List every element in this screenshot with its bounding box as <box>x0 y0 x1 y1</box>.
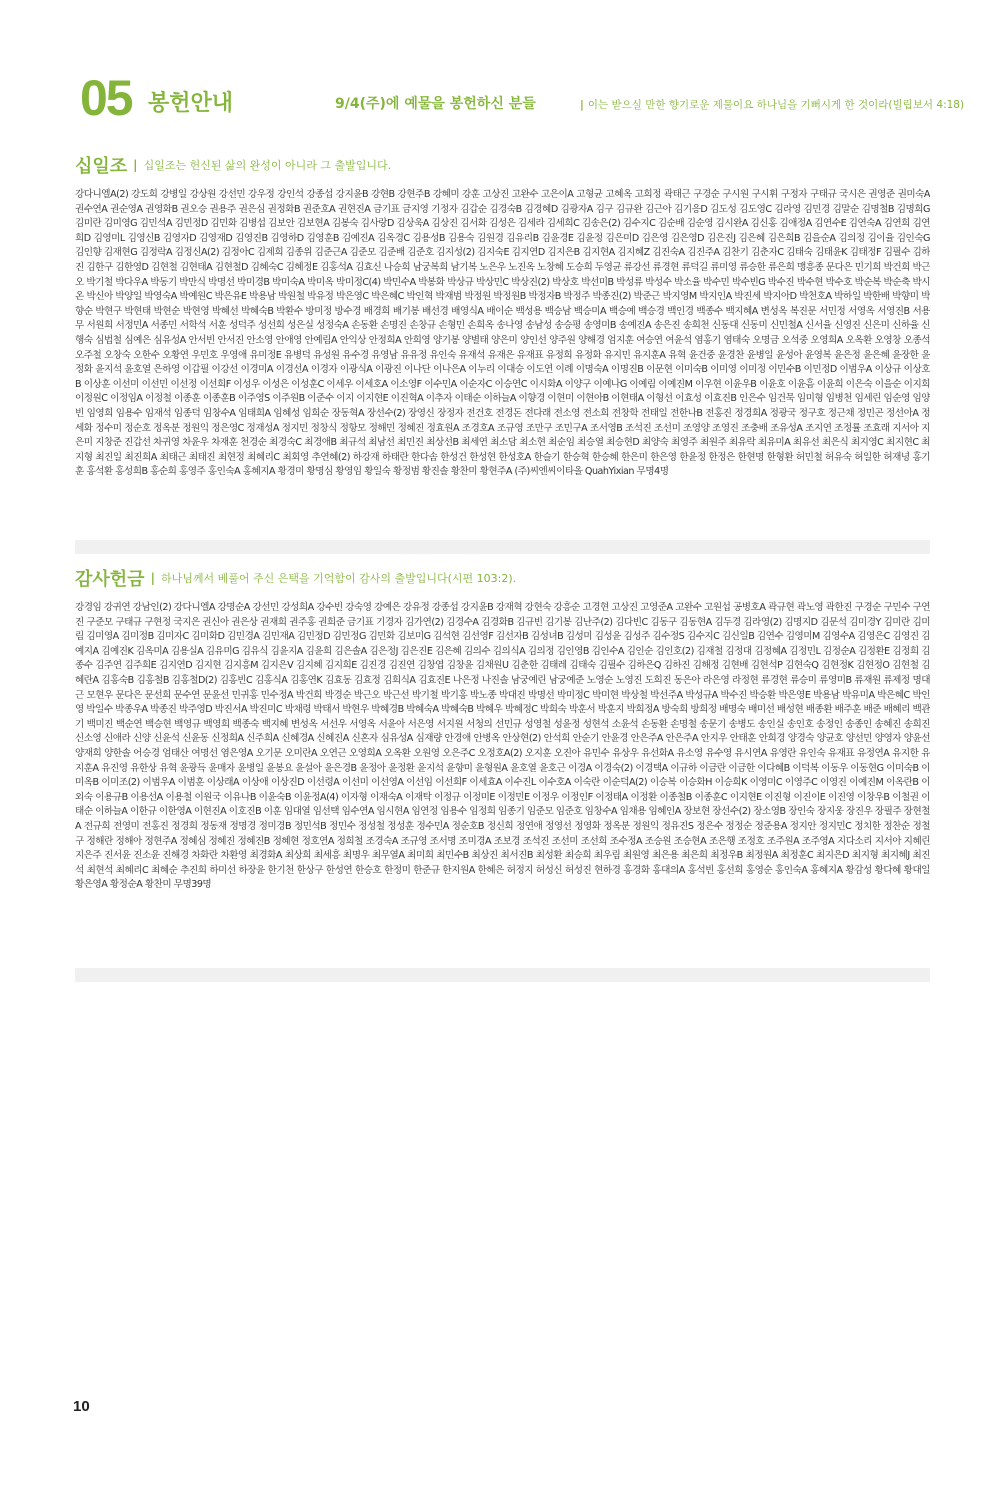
page-number: 10 <box>73 1398 90 1415</box>
thanksgiving-description: 하나님께서 베풀어 주신 은택을 기억함이 감사의 출발입니다(시편 103:2). <box>160 572 517 585</box>
separator-bar: | <box>150 571 155 585</box>
thanksgiving-title: 감사헌금 <box>75 569 145 590</box>
separator-bar: | <box>133 158 138 172</box>
tithe-description: 십일조는 헌신된 삶의 완성이 아니라 그 출발입니다. <box>143 159 392 172</box>
header-description <box>580 96 964 114</box>
tithe-header <box>75 152 930 180</box>
scripture-quote: 이는 받으실 만한 향기로운 제물이요 하나님을 기뻐시게 한 것이라(빌립보서 4:18) <box>587 99 965 111</box>
thanksgiving-section <box>75 565 930 973</box>
page-header <box>80 70 965 128</box>
thanksgiving-header <box>75 565 930 593</box>
section-divider <box>75 540 930 554</box>
separator-bar: | <box>580 99 584 111</box>
page-subtitle: 9/4(주)에 예물을 봉헌하신 분들 <box>335 96 536 112</box>
tithe-donor-list: 강다니엘A(2) 강도희 강병일 강상원 강선민 강우정 강인석 강종섭 강지윤B 강현B 강현주B 강혜미 강훈 고상진 고완수 고은이A 고형균 고혜옥 고희정 곽태근 구경순 구시원 구시휘 구정자 구태규 국시은 권영준 권미숙A 권수연A 권순영A 권영화B 권오승 권용주 권은심 권정화B 권준호A 권현진A 금기표 금지영 기정자 김갑순 김경숙B 김경혜D 김광자A 김구 김규완 김근아 김기응D 김도성 김도영C 김라영 김민경 김말순 김명철B 김명희G 김미란 김미영G 김민석A 김민정D 김민화 김병섭 김보안 김보현A 김봉숙 김사랑D 김상욱A 김상진 김서화 김성은 김세라 김세희C 김송은(2) 김수지C 김순배 김순영 김시완A 김신홍 김애정A 김연수E 김연숙A 김연희 김연희D 김영미L 김영신B 김영자D 김영재D 김영진B 김영하D 김영훈B 김예진A 김옥경C 김용성B 김용숙 김원경 김유리B 김윤경E 김윤정 김은미D 김은영 김은영D 김은진J 김은혜 김은희B 김을순A 김의정 김이율 김인숙G 김인향 김재현G 김정락A 김정신A(2) 김정아C 김제희 김종위 김준근A 김준모 김준배 김준호 김지성(2) 김지숙E 김지연D 김지은B 김지현A 김지혜Z 김진숙A 김진주A 김찬기 김춘자C 김태숙 김태윤K 김태정F 김필수 김하진 김한구 김한영D 김현철 김현태A 김현철D 김혜숙C 김혜정E 김홍석A 김효신 나승희 남궁복희 남기복 노은우 노진옥 노창혜 도승희 두영균 류강선 류경현 류덕길 류미영 류승한 류은희 맹흥종 문다은 민기희 박건희 박근오 박기철 박다우A 박동기 박만식 박명선 박미경B 박미숙A 박미옥 박미정C(4) 박민수A 박봉화 박상규 박상민C 박상진(2) 박상호 박선미B 박성류 박성수 박소율 박수민 박수빈G 박수진 박수현 박수호 박순복 박순축 박시온 박신아 박양일 박영숙A 박예원C 박은유E 박용남 박원철 박유정 박은영C 박은혜C 박인혁 박재범 박정원 박정원B 박정자B 박정주 박종진(2) 박준근 박지영M 박지인A 박진세 박지아D 박천호A 박하일 박한배 박향미 박향순 박현구 박현태 박현순 박현영 박혜선 박혜숙B 박환수 방미정 방수경 배경희 배기봉 배선경 배영식A 배이순 백성용 백승남 백승미A 백승예 백승경 백인경 백종수 백지혜A 변성옥 복진문 서민정 서영옥 서영진B 서용무 서원희 서정민A 서종민 서학석 서훈 성덕주 성선희 성은실 성정숙A 손동환 손명진 손창규 손형민 손희옥 송나영 송남성 송승평 송영미B 송예진A 송은진 송희천 신동대 신동미 신민철A 신서율 신영진 신은미 신하율 신행숙 심법철 심예은 심유성A 안서빈 안서진 안소영 안애영 안예림A 안익상 안정희A 안희영 양기봉 양별태 양은미 양인선 양주원 양해경 엄지훈 여승연 여윤석 염홍기 염태숙 오명금 오석중 오영희A 오옥환 오영창 오종석 오주철 오창숙 오한수 오황연 우민호 우영애 유미정E 유병덕 유성원 유수경 유영남 유유정 유인숙 유재석 유재은 유재표 유정희 유정화 유지민 유지훈A 유혁 윤건중 윤경찬 윤병일 윤성아 윤영복 윤은정 윤은혜 윤장한 윤정화 윤지석 윤호열 은하영 이갑필 이강선 이경미A 이경선A 이경자 이광식A 이광진 이나단 이나은A 이누리 이대승 이도연 이례 이명숙A 이명진B 이문현 이미숙B 이미영 이미정 이민수B 이민정D 이범우A 이상규 이상호B 이상훈 이선미 이선민 이선정 이선희F 이성우 이성은 이성훈C 이세우 이세호A 이소영F 이수민A 이순자C 이승연C 이시화A 이양구 이예나G 이예림 이예진M 이우현 이윤우B 이윤호 이윤흠 이윤희 이은숙 이을순 이지희 이정원C 이정임A 이정철 이종훈 이종훈B 이주영S 이주원B 이준수 이지 이지현E 이진혁A 이추자 이태순 이하늘A 이향경 이현미 이현아B 이현태A 이형선 이효성 이효진B 인은수 임건묵 임미형 임병천 임세린 임순영 임양빈 임영희 임용수 임재석 임종덕 임창수A 임태희A 임혜성 임희순 장동혁A 장선수(2) 장영신 장정자 전건호 전경돈 전다래 전소영 전소희 전창학 전태일 전한나B 전홍진 정경희A 정광국 정구호 정근채 정민곤 정선아A 정세화 정수미 정순호 정옥분 정원익 정은영C 정재성A 정지민 정창식 정항모 정해민 정혜진 정효원A 조경호A 조규영 조만구 조민구A 조서영B 조석진 조선미 조영양 조영진 조충배 조유성A 조지연 조정률 조효래 지서아 지은미 지창준 진갑선 차귀영 차윤우 차재훈 천경순 최경숙C 최경애B 최규석 최남선 최민진 최상선B 최세연 최소담 최소현 최순임 최승열 최승현D 최양숙 최영주 최원주 최유락 최유미A 최유선 최은식 최지영C 최지현C 최지형 최진일 최진희A 최태근 최태진 최현정 최혜리C 최회영 추연혜(2) 하강재 하태란 한다솜 한성건 한성현 한성호A 한슬기 한승혁 한승혜 한은미 한은영 한윤정 한정은 한현명 한형환 허민철 허유숙 허일한 허재녕 홍기훈 홍석환 홍성희B 홍순희 홍영주 홍인숙A 홍혜지A 황경미 황명심 황영임 황일숙 황정범 황진솔 황찬미 황현주A (주)씨엔씨이타올 QuahYixian 무명4명 <box>75 189 930 478</box>
section-number: 05 <box>80 70 132 126</box>
section-divider <box>75 968 930 982</box>
tithe-title: 십일조 <box>75 156 128 177</box>
tithe-section <box>75 152 930 568</box>
thanksgiving-donor-list: 강경임 강귀연 강남인(2) 강다니엘A 강명순A 강선민 강성희A 강수빈 강숙영 강예은 강유정 강종섭 강지윤B 강재혁 강현숙 강흥순 고경현 고상진 고영준A 고완수 고원섭 공병호A 곽규현 곽노영 곽한진 구경순 구민수 구연진 구준모 구태규 구현정 국지은 권신아 권은상 권재희 권주홍 권희준 금기표 기경자 김가연(2) 김경수A 김경화B 김규빈 김기봉 김난주(2) 김다빈C 김동구 김동현A 김두경 김라영(2) 김명지D 김문석 김미경Y 김미란 김미림 김미영A 김미정B 김미자C 김미화D 김민경A 김민재A 김민정D 김민정G 김민화 김보미G 김석현 김선영F 김선자B 김성녀B 김성미 김성윤 김성주 김수정S 김수지C 김신일B 김연수 김영미M 김영수A 김영은C 김영진 김예지A 김예진K 김옥미A 김용실A 김유미G 김유식 김윤지A 김윤희 김은솔A 김은정J 김은진E 김은혜 김의수 김의식A 김의정 김인영B 김인수A 김인순 김인호(2) 김재철 김정대 김정혜A 김정민L 김정순A 김정환E 김정희 김종수 김주연 김주희E 김지연D 김지현 김지흥M 김지은V 김지혜 김지희E 김진경 김진연 김창엽 김창윤 김채원U 김춘한 김태레 김태숙 김필수 김하은Q 김하진 김해정 김현배 김현석P 김현숙Q 김현정K 김현정O 김현철 김혜란A 김홍숙B 김홍철B 김홍철D(2) 김홍빈C 김홍식A 김홍연K 김효동 김효정 김희식A 김효진E 나은정 나진솔 남궁예린 남궁예준 노영순 노영진 도희진 동은아 라은영 라정현 류경현 류승미 류영미B 류재원 류제정 명대근 모현우 문다은 문선희 문수연 문윤선 민귀홍 민수정A 박건희 박경순 박근오 박근선 박기철 박기홍 박노종 박대진 박명선 박미정C 박미현 박상철 박선주A 박성규A 박수진 박승환 박은영E 박용남 박유미A 박은혜C 박인영 박일수 박종우A 박종진 박주영D 박진서A 박진미C 박채령 박태서 박현우 박혜경B 박혜숙A 박혜숙B 박혜우 박혜정C 박희숙 박훈서 박훈지 박희정A 방숙희 방희정 배명숙 배미선 배성현 배종환 배주훈 배준 배혜리 백관기 백미진 백순연 백승현 백영규 백영희 백종숙 백지혜 변성옥 서선우 서영옥 서윤아 서은영 서지원 서청의 선민규 성영철 성윤정 성현석 소윤석 손동환 손명철 송문기 송병도 송인실 송인호 송정인 송종인 송혜진 송희진 신소영 신애라 신양 신윤석 신윤동 신정희A 신주희A 신혜경A 신혜진A 신혼자 심유성A 심재량 안경애 안병옥 안상현(2) 안석희 안순기 안윤경 안은주A 안은주A 안지우 안태훈 안희경 양경숙 양균호 양선민 양영자 양윤선 양재희 양한솔 어승경 엄태산 여명선 염은영A 오기문 오미란A 오연근 오영희A 오옥환 오원영 오은주C 오정호A(2) 오지훈 오진아 유민수 유상우 유선화A 유소영 유수영 유시연A 유영란 유인숙 유재표 유정연A 유지한 유지훈A 유진영 유한상 유혁 윤광득 윤매자 윤병일 윤봉요 윤설아 윤은경B 윤정아 윤정환 윤지석 윤향미 윤형원A 윤호열 윤호근 이경A 이경숙(2) 이경택A 이규하 이금란 이금한 이다혜B 이덕복 이동우 이동현G 이미숙B 이미옥B 이미조(2) 이범우A 이범훈 이상래A 이상애 이상진D 이선령A 이선미 이선영A 이선임 이선희F 이세효A 이수진L 이수호A 이숙란 이순덕A(2) 이승복 이승화H 이승희K 이영미C 이영주C 이영진 이예진M 이옥란B 이외숙 이용규B 이용선A 이용철 이원국 이유나B 이윤숙B 이윤정A(4) 이자형 이재숙A 이재탁 이정규 이정미E 이정민E 이정우 이정인F 이정태A 이정환 이종철B 이종훈C 이지현E 이진형 이진이E 이진영 이창우B 이철권 이태순 이하늘A 이한규 이한영A 이현진A 이호진B 이훈 임대열 임선택 임수연A 임시현A 임연정 임용수 임정희 임종기 임준모 임준호 임창수A 임채용 임혜인A 장보현 장선수(2) 장소영B 장인숙 장지웅 장진우 장필주 장현철A 전규희 전영미 전홍진 정경희 정동재 정명경 정미경B 정민석B 정민수 정성철 정성훈 정수민A 정순호B 정신희 정연애 정영선 정영화 정옥분 정원익 정유진S 정은수 정정순 정준용A 정지안 정지민C 정치한 정찬순 정철구 정해란 정해아 정현주A 정혜심 정혜진 정혜진B 정혜현 정호연A 정희철 조경숙A 조규영 조서명 조미경A 조보경 조석진 조선미 조선희 조수정A 조승원 조승현A 조은행 조정호 조주원A 조주영A 지다소리 지서아 지혜린 지은주 진서윤 진소윤 진해경 차화란 차환영 최경화A 최상희 최세흥 최명우 최무열A 최미희 최민수B 최상진 최서진B 최성환 최승희 최우림 최원영 최은용 최은희 최정우B 최정원A 최정훈C 최지은D 최지형 최지혜J 최진석 최현석 최혜리C 최혜순 추진희 하미선 하장윤 한기천 한상구 한성연 한승호 한정미 한준규 한지원A 한혜은 허정지 허성신 허성진 현하경 홍경화 홍대의A 홍석빈 홍선희 홍영순 홍인숙A 홍혜지A 황감성 황다혜 황대일 황은영A 황정순A 황찬미 무명39명 <box>75 602 930 891</box>
page-title: 봉헌안내 <box>148 91 234 116</box>
